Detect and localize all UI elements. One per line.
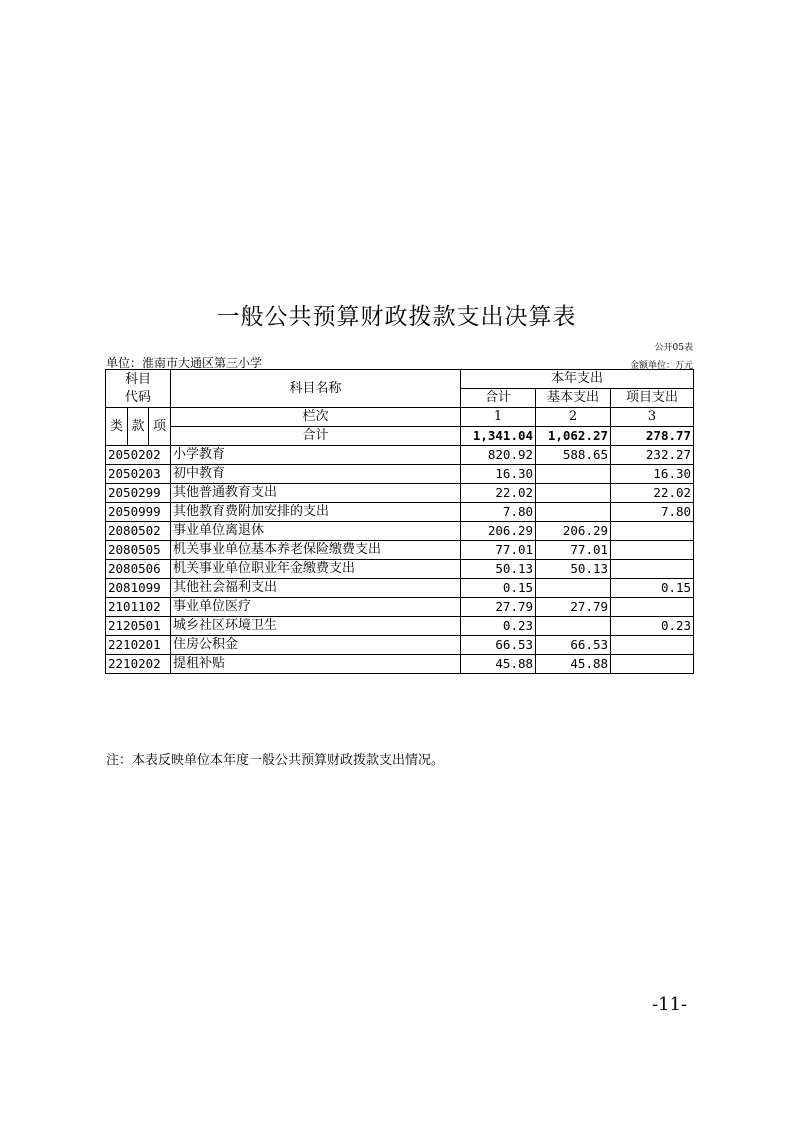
- row-code: 2050203: [106, 465, 171, 484]
- row-total: 66.53: [461, 636, 536, 655]
- row-project: [611, 522, 694, 541]
- lanci-2: 2: [536, 408, 611, 427]
- row-total: 45.88: [461, 655, 536, 674]
- row-total: 16.30: [461, 465, 536, 484]
- row-name: 事业单位离退休: [171, 522, 461, 541]
- row-basic: [536, 484, 611, 503]
- row-name: 其他教育费附加安排的支出: [171, 503, 461, 522]
- row-basic: [536, 465, 611, 484]
- row-basic: [536, 617, 611, 636]
- total-label: 合计: [171, 427, 461, 446]
- row-code: 2050202: [106, 446, 171, 465]
- row-total: 820.92: [461, 446, 536, 465]
- row-name: 机关事业单位职业年金缴费支出: [171, 560, 461, 579]
- row-code: 2210202: [106, 655, 171, 674]
- row-project: [611, 655, 694, 674]
- expenditure-table: [105, 369, 694, 674]
- row-basic: 50.13: [536, 560, 611, 579]
- total-basic: 1,062.27: [536, 427, 611, 446]
- total-row: [106, 427, 694, 446]
- table-row: [106, 655, 694, 674]
- unit-name: 单位：淮南市大通区第三小学: [106, 356, 263, 370]
- table-row: [106, 541, 694, 560]
- row-name: 其他社会福利支出: [171, 579, 461, 598]
- col-basic-header: 基本支出: [536, 389, 611, 408]
- row-name: 初中教育: [171, 465, 461, 484]
- lanci-label: 栏次: [171, 408, 461, 427]
- total-project: 278.77: [611, 427, 694, 446]
- table-row: [106, 484, 694, 503]
- row-name: 事业单位医疗: [171, 598, 461, 617]
- row-project: 22.02: [611, 484, 694, 503]
- table-row: [106, 465, 694, 484]
- row-project: [611, 541, 694, 560]
- table-row: [106, 617, 694, 636]
- table-row: [106, 560, 694, 579]
- row-basic: 45.88: [536, 655, 611, 674]
- row-total: 22.02: [461, 484, 536, 503]
- table-row: [106, 636, 694, 655]
- row-total: 7.80: [461, 503, 536, 522]
- page-title: 一般公共预算财政拨款支出决算表: [216, 304, 577, 330]
- total-total: 1,341.04: [461, 427, 536, 446]
- row-basic: 588.65: [536, 446, 611, 465]
- row-total: 50.13: [461, 560, 536, 579]
- row-name: 小学教育: [171, 446, 461, 465]
- lanci-3: 3: [611, 408, 694, 427]
- row-project: 0.23: [611, 617, 694, 636]
- lanci-row: [106, 408, 694, 427]
- row-code: 2101102: [106, 598, 171, 617]
- kuan-header: 款: [128, 408, 149, 446]
- row-basic: 27.79: [536, 598, 611, 617]
- row-code: 2080502: [106, 522, 171, 541]
- row-basic: [536, 579, 611, 598]
- row-basic: [536, 503, 611, 522]
- amount-unit: 金额单位：万元: [629, 361, 693, 371]
- xiang-header: 项: [149, 408, 171, 446]
- row-name: 其他普通教育支出: [171, 484, 461, 503]
- row-project: 232.27: [611, 446, 694, 465]
- row-total: 0.15: [461, 579, 536, 598]
- col-total-header: 合计: [461, 389, 536, 408]
- form-number: 公开05表: [654, 343, 693, 353]
- table-row: [106, 579, 694, 598]
- row-project: [611, 598, 694, 617]
- table-row: [106, 446, 694, 465]
- row-code: 2080506: [106, 560, 171, 579]
- row-code: 2080505: [106, 541, 171, 560]
- row-name: 机关事业单位基本养老保险缴费支出: [171, 541, 461, 560]
- row-basic: 77.01: [536, 541, 611, 560]
- page-number: -11-: [652, 994, 688, 1015]
- row-name: 提租补贴: [171, 655, 461, 674]
- row-code: 2210201: [106, 636, 171, 655]
- row-project: [611, 636, 694, 655]
- table-note: 注：本表反映单位本年度一般公共预算财政拨款支出情况。: [106, 753, 445, 768]
- name-header: 科目名称: [171, 370, 461, 408]
- row-code: 2120501: [106, 617, 171, 636]
- header-row-1: [106, 370, 694, 389]
- row-basic: 66.53: [536, 636, 611, 655]
- table-row: [106, 503, 694, 522]
- row-code: 2050999: [106, 503, 171, 522]
- code-header-line1: 科目: [125, 371, 152, 387]
- lei-header: 类: [106, 408, 128, 446]
- row-project: 0.15: [611, 579, 694, 598]
- col-project-header: 项目支出: [611, 389, 694, 408]
- row-code: 2050299: [106, 484, 171, 503]
- table-row: [106, 522, 694, 541]
- row-name: 住房公积金: [171, 636, 461, 655]
- table-row: [106, 598, 694, 617]
- row-project: 7.80: [611, 503, 694, 522]
- row-total: 206.29: [461, 522, 536, 541]
- row-project: [611, 560, 694, 579]
- row-code: 2081099: [106, 579, 171, 598]
- row-basic: 206.29: [536, 522, 611, 541]
- row-total: 77.01: [461, 541, 536, 560]
- row-project: 16.30: [611, 465, 694, 484]
- group-header: 本年支出: [461, 370, 694, 389]
- row-total: 27.79: [461, 598, 536, 617]
- code-header: [106, 370, 171, 408]
- lanci-1: 1: [461, 408, 536, 427]
- code-header-line2: 代码: [125, 389, 152, 405]
- row-name: 城乡社区环境卫生: [171, 617, 461, 636]
- row-total: 0.23: [461, 617, 536, 636]
